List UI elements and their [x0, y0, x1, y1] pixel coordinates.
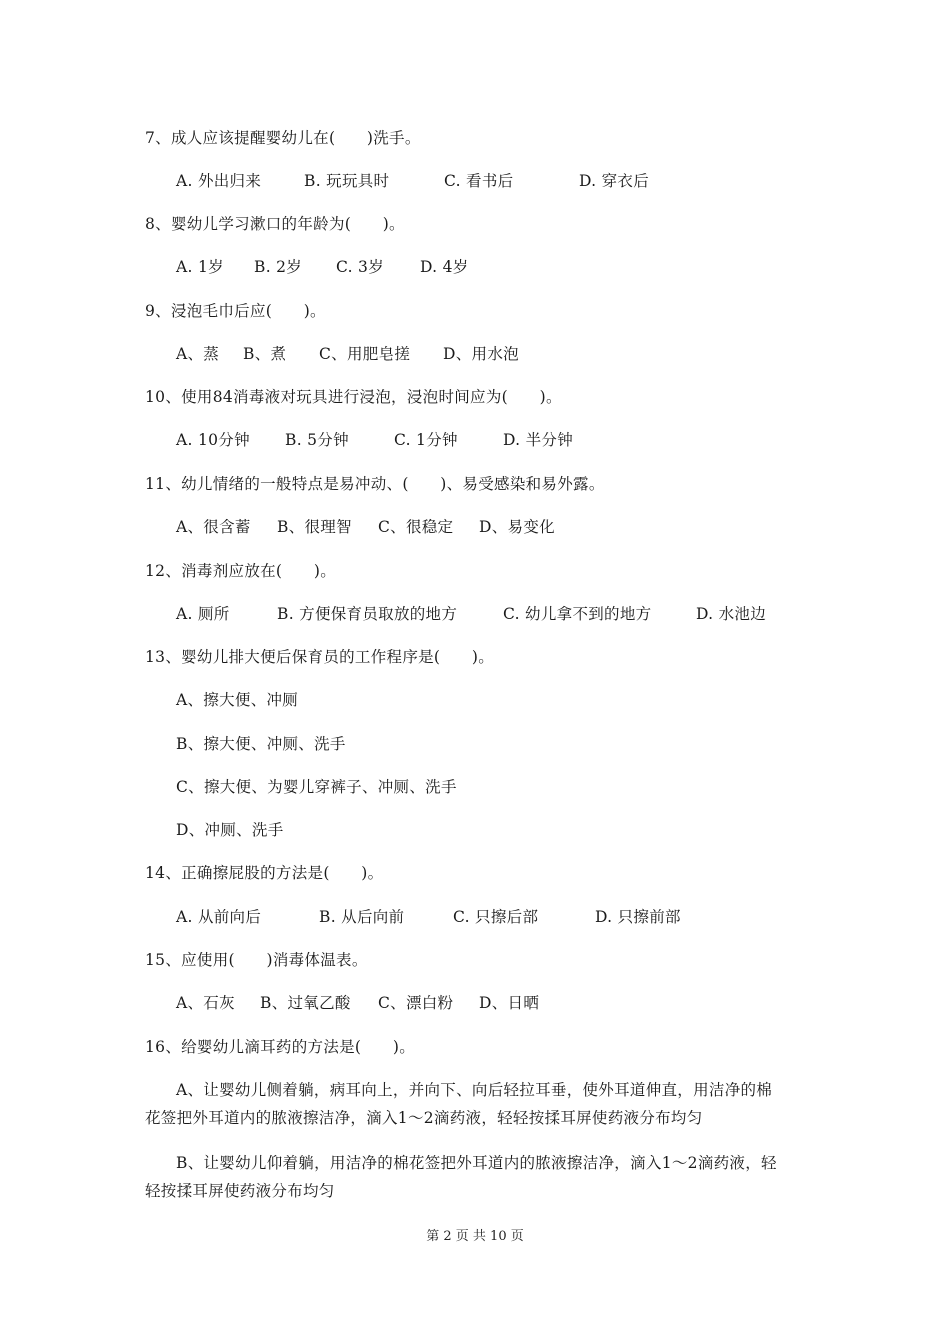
option-d: D. 半分钟	[503, 431, 574, 449]
question-16-option-b-line2: 轻按揉耳屏使药液分布均匀	[145, 1182, 335, 1200]
question-14-stem: 14、正确擦屁股的方法是( )。	[145, 864, 384, 882]
option-d: D. 4岁	[420, 258, 469, 276]
option-b: B、煮	[243, 345, 287, 363]
option-c: C、很稳定	[378, 518, 454, 536]
question-7-options	[176, 171, 650, 191]
question-13-option-c: C、擦大便、为婴儿穿裤子、冲厕、洗手	[176, 778, 457, 796]
option-b: B. 5分钟	[285, 431, 349, 449]
question-16-option-a-line2: 花签把外耳道内的脓液擦洁净，滴入1～2滴药液，轻轻按揉耳屏使药液分布均匀	[145, 1109, 703, 1127]
question-16-stem: 16、给婴幼儿滴耳药的方法是( )。	[145, 1038, 416, 1056]
option-d: D、用水泡	[443, 345, 519, 363]
option-c: C. 1分钟	[394, 431, 458, 449]
question-7-stem: 7、成人应该提醒婴幼儿在( )洗手。	[145, 129, 421, 147]
option-b: B、很理智	[277, 518, 352, 536]
option-c: C. 只擦后部	[453, 908, 539, 926]
question-16-option-b-line1: B、让婴幼儿仰着躺，用洁净的棉花签把外耳道内的脓液擦洁净，滴入1～2滴药液，轻	[176, 1154, 777, 1172]
question-15-stem: 15、应使用( )消毒体温表。	[145, 951, 368, 969]
option-b: B. 2岁	[254, 258, 303, 276]
option-a: A、石灰	[176, 994, 235, 1012]
question-11-options	[176, 517, 555, 537]
option-d: D、易变化	[479, 518, 555, 536]
question-15-options	[176, 993, 540, 1013]
option-c: C. 3岁	[336, 258, 385, 276]
option-c: C、漂白粉	[378, 994, 454, 1012]
option-b: B. 从后向前	[319, 908, 405, 926]
option-c: C、用肥皂搓	[319, 345, 411, 363]
option-a: A. 厕所	[176, 605, 230, 623]
option-a: A、蒸	[176, 345, 220, 363]
option-d: D、日晒	[479, 994, 540, 1012]
question-10-stem: 10、使用84消毒液对玩具进行浸泡，浸泡时间应为( )。	[145, 388, 562, 406]
question-13-option-b: B、擦大便、冲厕、洗手	[176, 735, 346, 753]
option-a: A. 从前向后	[176, 908, 262, 926]
option-a: A. 10分钟	[176, 431, 250, 449]
question-13-option-d: D、冲厕、洗手	[176, 821, 284, 839]
question-13-option-a: A、擦大便、冲厕	[176, 691, 299, 709]
option-c: C. 看书后	[444, 172, 514, 190]
question-16-option-a-line1: A、让婴幼儿侧着躺，病耳向上，并向下、向后轻拉耳垂，使外耳道伸直，用洁净的棉	[176, 1081, 773, 1099]
option-b: B. 方便保育员取放的地方	[277, 605, 458, 623]
question-9-options	[176, 344, 519, 364]
option-a: A. 1岁	[176, 258, 224, 276]
question-8-options	[176, 257, 469, 277]
question-13-stem: 13、婴幼儿排大便后保育员的工作程序是( )。	[145, 648, 495, 666]
question-12-options	[176, 604, 767, 624]
option-b: B、过氧乙酸	[260, 994, 351, 1012]
option-d: D. 穿衣后	[579, 172, 650, 190]
question-12-stem: 12、消毒剂应放在( )。	[145, 562, 337, 580]
question-10-options	[176, 430, 574, 450]
page-number-footer: 第 2 页 共 10 页	[426, 1229, 524, 1244]
question-11-stem: 11、幼儿情绪的一般特点是易冲动、( )、易受感染和易外露。	[145, 475, 605, 493]
option-d: D. 只擦前部	[595, 908, 681, 926]
option-a: A. 外出归来	[176, 172, 262, 190]
question-8-stem: 8、婴幼儿学习漱口的年龄为( )。	[145, 215, 405, 233]
question-9-stem: 9、浸泡毛巾后应( )。	[145, 302, 326, 320]
option-d: D. 水池边	[696, 605, 767, 623]
question-14-options	[176, 907, 681, 927]
option-a: A、很含蓄	[176, 518, 251, 536]
option-b: B. 玩玩具时	[304, 172, 390, 190]
option-c: C. 幼儿拿不到的地方	[503, 605, 652, 623]
